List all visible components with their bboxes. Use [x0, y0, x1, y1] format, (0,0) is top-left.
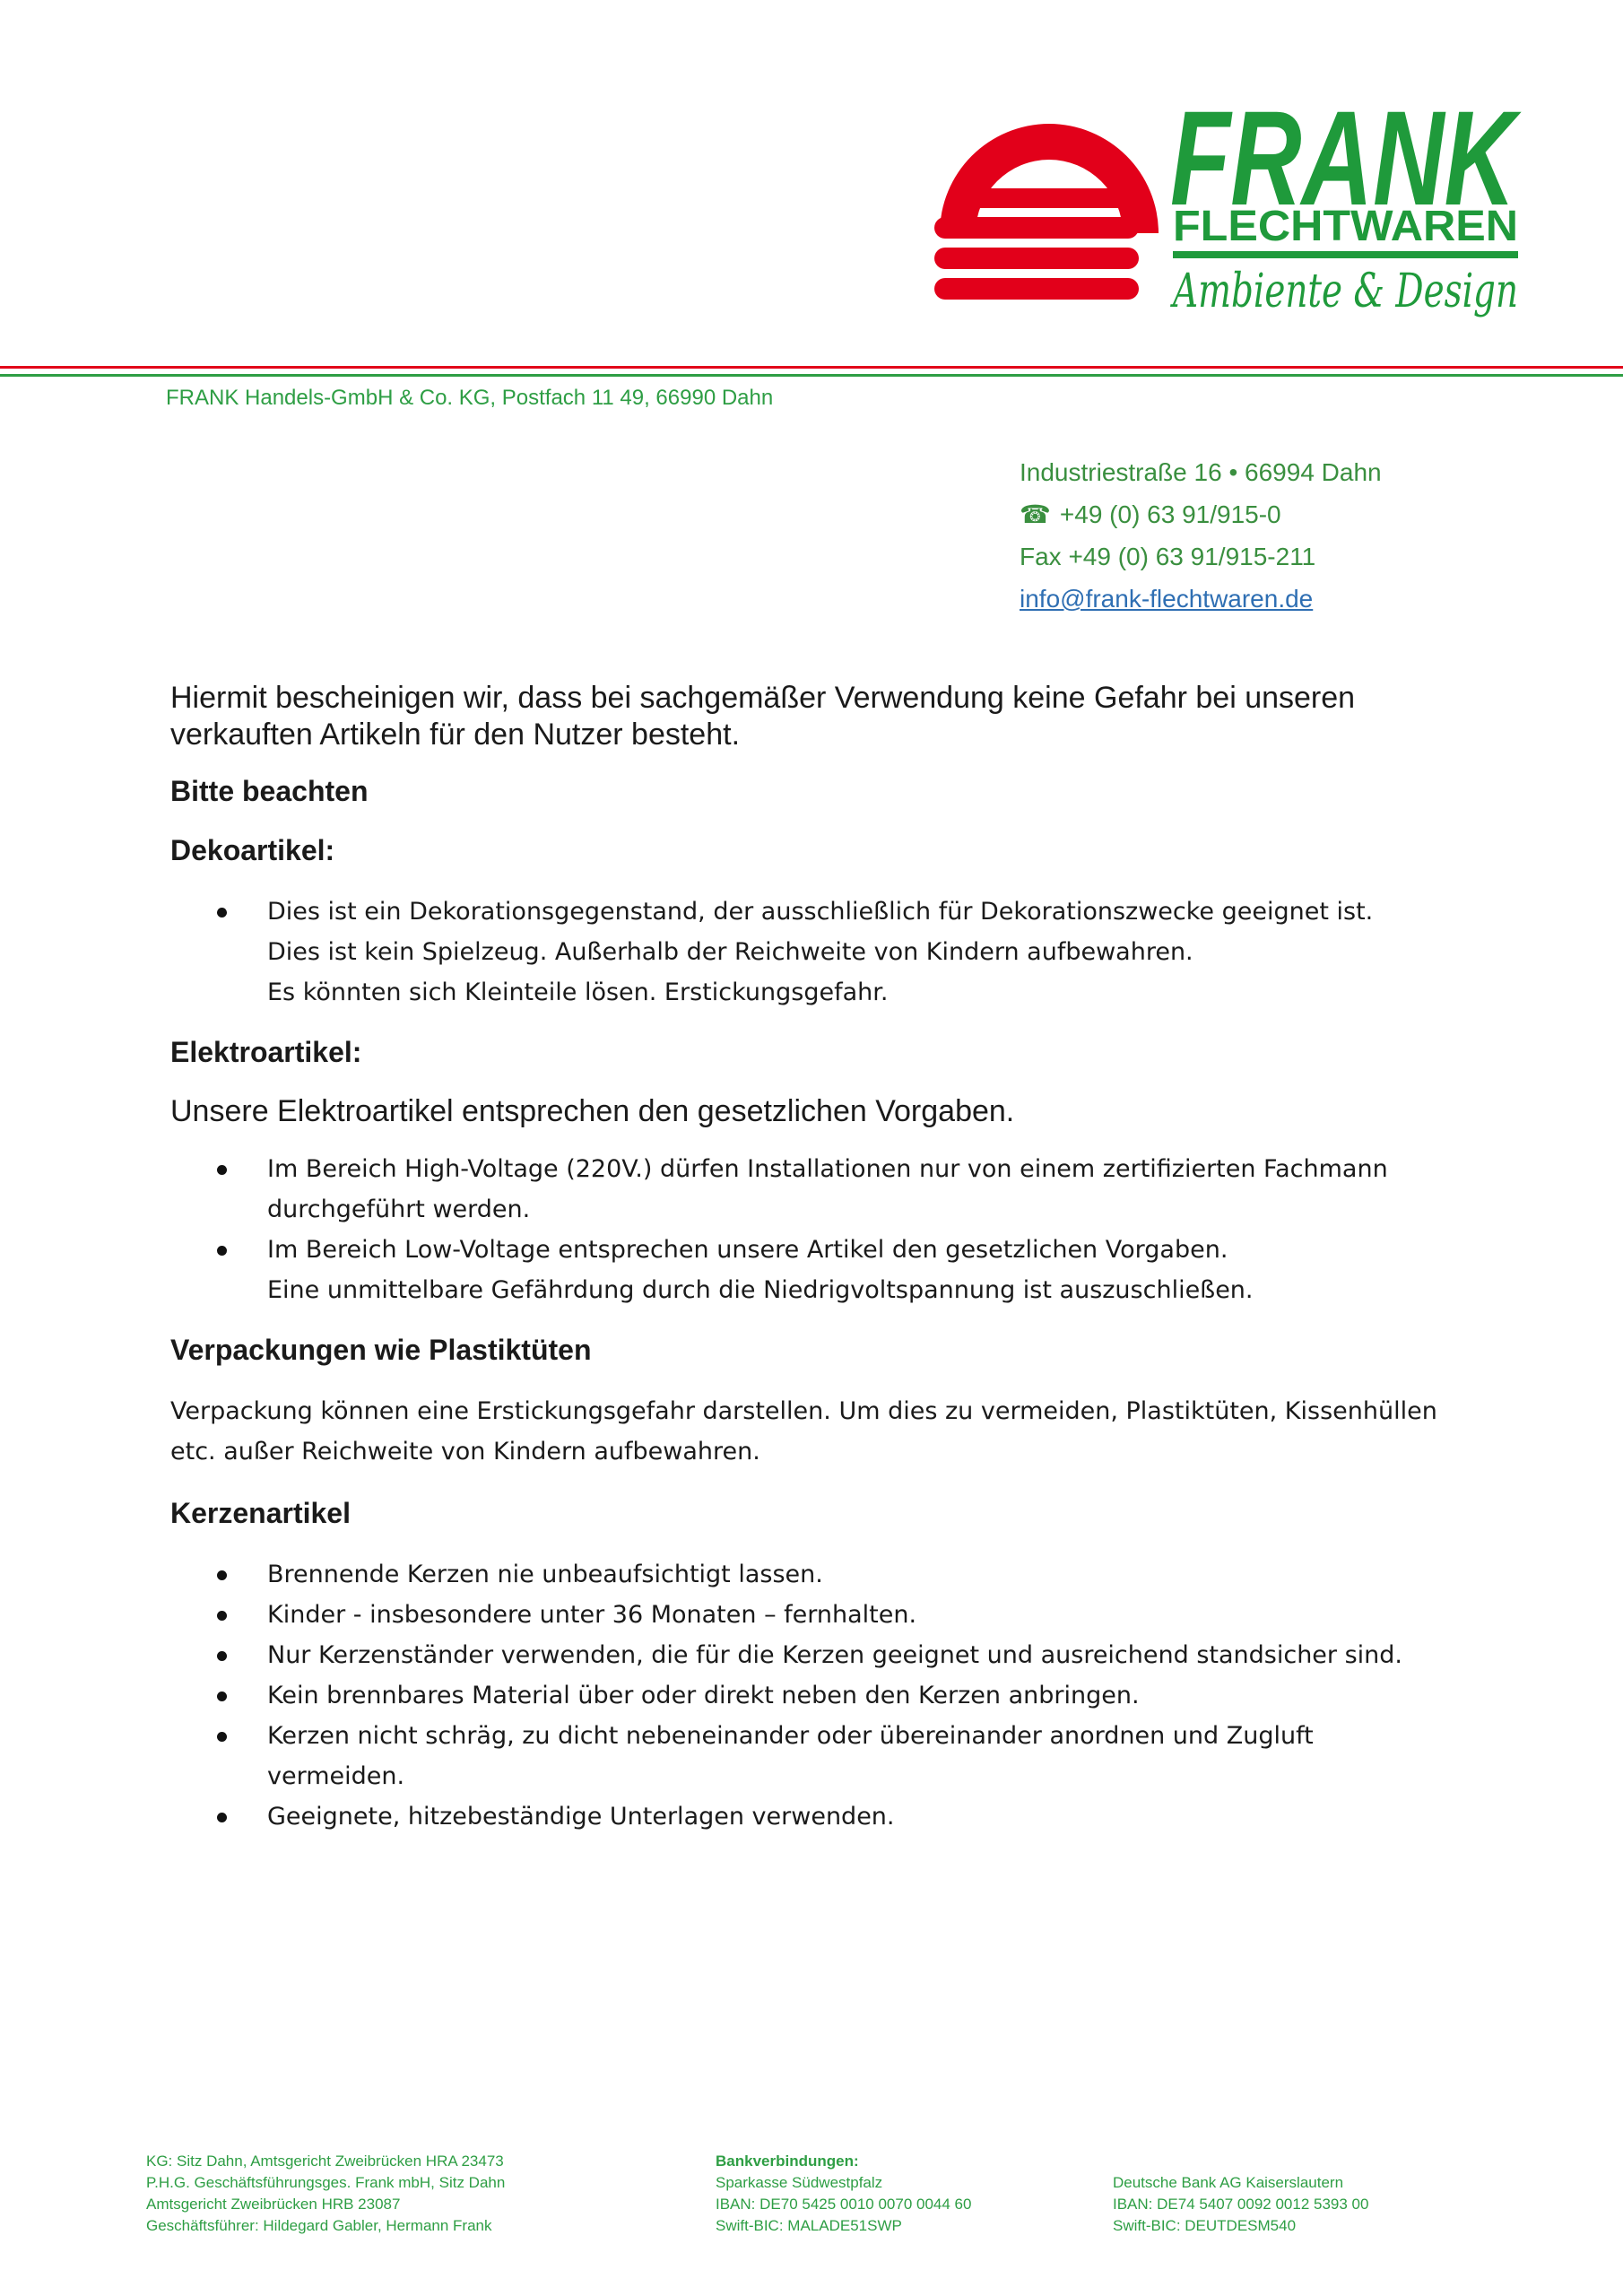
list-item: Im Bereich Low-Voltage entsprechen unsere Artikel den gesetzlichen Vorgaben. Eine unmittelbare Gefährdung durch die Niedrigvoltspannung ist auszuschließen.	[170, 1230, 1462, 1310]
logo-brand: FRANK	[1170, 90, 1523, 233]
company-logo	[933, 90, 1524, 350]
bullet-icon	[217, 1165, 227, 1175]
list-item: Nur Kerzenständer verwenden, die für die Kerzen geeignet und ausreichend standsicher sind.	[170, 1635, 1462, 1675]
elektro-list	[170, 1149, 1462, 1310]
address-fax: Fax +49 (0) 63 91/915-211	[1020, 543, 1316, 570]
kerzen-list	[170, 1554, 1462, 1837]
heading-kerzenartikel: Kerzenartikel	[170, 1497, 351, 1529]
bullet-icon	[217, 1246, 227, 1256]
bullet-icon	[217, 1651, 227, 1661]
header-rule-green	[0, 374, 1623, 377]
letter-body	[170, 680, 1462, 1858]
list-item: Kinder - insbesondere unter 36 Monaten – fernhalten.	[170, 1595, 1462, 1635]
bullet-icon	[217, 908, 227, 918]
logo-tagline: Ambiente & Design	[1170, 265, 1518, 318]
list-item: Geeignete, hitzebeständige Unterlagen verwenden.	[170, 1796, 1462, 1837]
footer-bank-deutsche: Deutsche Bank AG Kaiserslautern IBAN: DE74 5407 0092 0012 5393 00 Swift-BIC: DEUTDESM540	[1113, 2174, 1369, 2234]
bullet-icon	[217, 1611, 227, 1621]
deko-list	[170, 891, 1462, 1013]
address-block	[1020, 451, 1382, 620]
footer-bank-sparkasse: Bankverbindungen: Sparkasse Südwestpfalz IBAN: DE70 5425 0010 0070 0044 60 Swift-BIC: MALADE51SWP	[716, 2152, 972, 2234]
heading-verpackungen: Verpackungen wie Plastiktüten	[170, 1334, 592, 1366]
elektro-text: Unsere Elektroartikel entsprechen den gesetzlichen Vorgaben.	[170, 1094, 1015, 1128]
list-item: Kerzen nicht schräg, zu dicht nebeneinander oder übereinander anordnen und Zugluft vermeiden.	[170, 1716, 1462, 1796]
logo-sub: FLECHTWAREN	[1173, 203, 1518, 250]
verpackung-text: Verpackung können eine Erstickungsgefahr darstellen. Um dies zu vermeiden, Plastiktüten, Kissenhüllen etc. außer Reichweite von Kindern aufbewahren.	[170, 1397, 1437, 1465]
sender-line: FRANK Handels-GmbH & Co. KG, Postfach 11 49, 66990 Dahn	[166, 386, 774, 410]
heading-bitte-beachten: Bitte beachten	[170, 775, 369, 807]
list-item: Brennende Kerzen nie unbeaufsichtigt lassen.	[170, 1554, 1462, 1595]
intro-text: Hiermit bescheinigen wir, dass bei sachgemäßer Verwendung keine Gefahr bei unseren verkauften Artikeln für den Nutzer besteht.	[170, 681, 1356, 752]
list-item: Kein brennbares Material über oder direkt neben den Kerzen anbringen.	[170, 1675, 1462, 1716]
bullet-icon	[217, 1570, 227, 1580]
bullet-icon	[217, 1692, 227, 1701]
phone-icon: ☎	[1020, 500, 1051, 528]
bullet-icon	[217, 1813, 227, 1822]
list-item: Im Bereich High-Voltage (220V.) dürfen Installationen nur von einem zertifizierten Fachmann durchgeführt werden.	[170, 1149, 1462, 1230]
heading-elektroartikel: Elektroartikel:	[170, 1036, 362, 1068]
bullet-icon	[217, 1732, 227, 1742]
list-item: Dies ist ein Dekorationsgegenstand, der ausschließlich für Dekorationszwecke geeignet ist. Dies ist kein Spielzeug. Außerhalb der Reichweite von Kindern aufbewahren. Es könnten sich Kleinteile lösen. Erstickungsgefahr.	[170, 891, 1462, 1013]
footer-bank-title: Bankverbindungen:	[716, 2152, 859, 2170]
email-link[interactable]: info@frank-flechtwaren.de	[1020, 585, 1314, 613]
header-rule-red	[0, 366, 1623, 369]
address-street: Industriestraße 16 • 66994 Dahn	[1020, 458, 1382, 486]
address-phone: +49 (0) 63 91/915-0	[1059, 500, 1281, 528]
address-phone-row	[1020, 493, 1382, 535]
footer-company-info: KG: Sitz Dahn, Amtsgericht Zweibrücken HRA 23473 P.H.G. Geschäftsführungsges. Frank mbH, Sitz Dahn Amtsgericht Zweibrücken HRB 23087 Geschäftsführer: Hildegard Gabler, Hermann Frank	[146, 2152, 506, 2234]
logo-graphic	[933, 90, 1524, 350]
heading-dekoartikel: Dekoartikel:	[170, 834, 335, 866]
